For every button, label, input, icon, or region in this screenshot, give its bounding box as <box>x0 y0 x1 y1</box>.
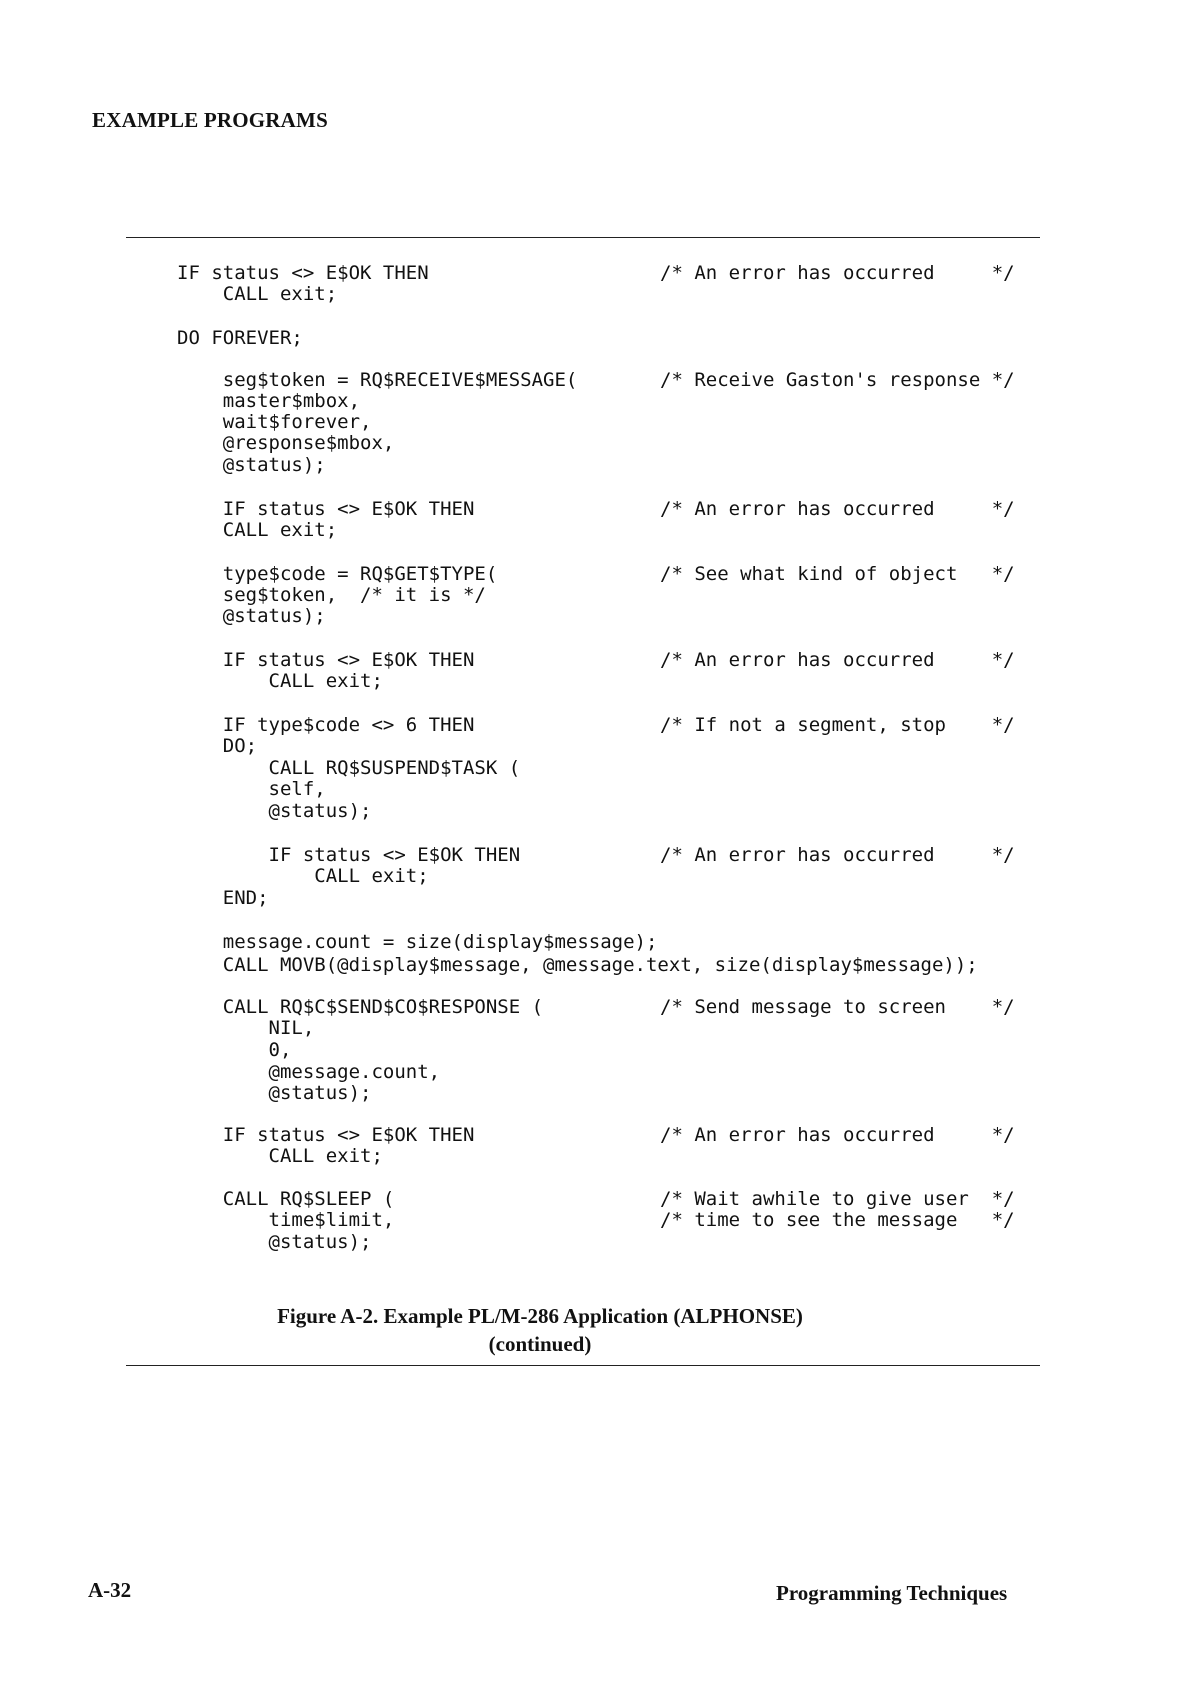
code-line: @message.count, <box>177 1061 441 1083</box>
code-comment: /* An error has occurred */ <box>660 1124 1015 1146</box>
code-comment: /* If not a segment, stop */ <box>660 714 1015 736</box>
code-line: END; <box>177 887 269 909</box>
code-line: IF status <> E$OK THEN <box>177 649 475 671</box>
code-comment: /* An error has occurred */ <box>660 844 1015 866</box>
footer-section-title: Programming Techniques <box>776 1581 1008 1605</box>
code-comment: /* An error has occurred */ <box>660 262 1015 284</box>
code-line: time$limit, <box>177 1209 395 1231</box>
code-line: CALL exit; <box>177 1145 383 1167</box>
code-line: seg$token = RQ$RECEIVE$MESSAGE( <box>177 369 578 391</box>
code-line: DO FOREVER; <box>177 327 303 349</box>
code-line: IF status <> E$OK THEN <box>177 1124 475 1146</box>
code-line: CALL exit; <box>177 283 338 305</box>
code-line: IF status <> E$OK THEN <box>177 844 521 866</box>
code-comment: /* Receive Gaston's response */ <box>660 369 1015 391</box>
code-line: type$code = RQ$GET$TYPE( <box>177 563 498 585</box>
code-line: 0, <box>177 1039 292 1061</box>
code-line: DO; <box>177 735 258 757</box>
code-line: wait$forever, <box>177 411 372 433</box>
code-line: CALL MOVB(@display$message, @message.text, size(display$message)); <box>177 954 978 976</box>
code-line: message.count = size(display$message); <box>177 931 658 953</box>
code-line: self, <box>177 778 326 800</box>
code-line: seg$token, /* it is */ <box>177 584 486 606</box>
bottom-rule <box>126 1365 1040 1366</box>
code-line: master$mbox, <box>177 390 361 412</box>
code-line: CALL exit; <box>177 670 383 692</box>
code-comment: /* Send message to screen */ <box>660 996 1015 1018</box>
code-comment: /* An error has occurred */ <box>660 649 1015 671</box>
code-line: @status); <box>177 800 372 822</box>
figure-caption-continued: (continued) <box>488 1332 592 1356</box>
code-line: NIL, <box>177 1017 315 1039</box>
code-line: CALL RQ$SLEEP ( <box>177 1188 395 1210</box>
code-line: IF status <> E$OK THEN <box>177 262 429 284</box>
figure-caption <box>0 1302 1080 1358</box>
code-line: IF type$code <> 6 THEN <box>177 714 475 736</box>
code-line: IF status <> E$OK THEN <box>177 498 475 520</box>
footer-page-number: A-32 <box>88 1578 132 1602</box>
code-line: CALL exit; <box>177 519 338 541</box>
header-title: EXAMPLE PROGRAMS <box>92 108 328 132</box>
code-line: @status); <box>177 605 326 627</box>
code-line: @status); <box>177 454 326 476</box>
code-line: CALL RQ$C$SEND$CO$RESPONSE ( <box>177 996 544 1018</box>
code-line: CALL exit; <box>177 865 429 887</box>
code-comment: /* Wait awhile to give user */ <box>660 1188 1015 1210</box>
code-line: @response$mbox, <box>177 432 395 454</box>
code-line: @status); <box>177 1231 372 1253</box>
code-line: @status); <box>177 1082 372 1104</box>
code-comment: /* An error has occurred */ <box>660 498 1015 520</box>
code-line: CALL RQ$SUSPEND$TASK ( <box>177 757 521 779</box>
figure-caption-title: Figure A-2. Example PL/M-286 Application (ALPHONSE) <box>277 1304 803 1328</box>
code-comment: /* time to see the message */ <box>660 1209 1015 1231</box>
code-comment: /* See what kind of object */ <box>660 563 1015 585</box>
